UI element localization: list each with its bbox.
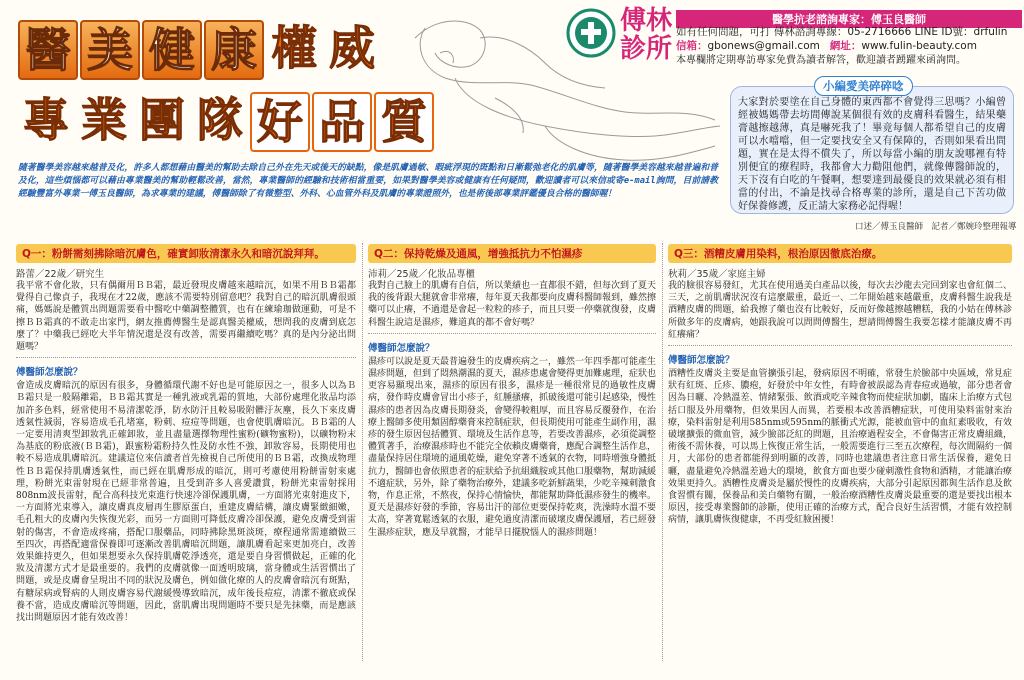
asker-info: 路蕾／22歲／研究生	[16, 269, 105, 280]
question-text: 我的臉很容易發紅，尤其在使用過美白產品以後，每次去沙龍去完回到家也會紅個二、三天，之前肌膚狀況沒有這麼嚴重，最近一、二年開始越來越嚴重，皮膚科醫生說我是酒糟皮膚的問題，給我擦了藥也沒有比較好，反而好像越擦越糟糕，我的小姑在傅林診所做多年的皮膚病，她跟我說可以問問傅醫生，想請問傅醫生我要怎樣才能讓皮膚不再紅癢痛？	[668, 281, 1012, 340]
doctor-answer-label: 傅醫師怎麼說？	[368, 342, 435, 354]
expert-label: 醫學抗老諮詢專家：傅玉良醫師	[676, 10, 1022, 28]
headline-char: 專	[23, 93, 69, 147]
qa-column-3	[668, 244, 1012, 678]
headline-char: 醫	[18, 20, 78, 80]
contact-line	[676, 40, 1016, 53]
headline-char: 健	[142, 20, 202, 80]
column-divider	[362, 243, 364, 661]
asker-info: 沛莉／25歲／化妝品專櫃	[368, 269, 476, 280]
headline-char: 威	[329, 21, 375, 75]
qa-column-2	[368, 244, 656, 652]
question-heading: Q三：酒糟皮膚用染料，根治原因徹底治療。	[668, 244, 1012, 263]
separator	[668, 345, 1012, 346]
doctor-answer-label: 傅醫師怎麼說？	[16, 367, 83, 379]
intro-paragraph: 隨著醫學美容越來越普及化，許多人都想藉由醫美的幫助去除自己外在先天或後天的缺點，像是肌膚過敏、暇疵浮現的斑點和日漸鬆弛老化的肌膚等，隨著醫學美容越來越普遍和普及化，這些煩惱都可以藉由專業醫美的幫助輕鬆改善，當然，專業醫師的經驗和技術相當重要，如果對醫學美容或健康有任何疑問，歡迎讀者可以來信或寄e-mail詢問，目前請教經驗豐富外專業一傅玉良醫師，為求專業的建議，傅醫師除了有微整型、外科、心血管外科及肌膚的專業證照外，也是術後部專業評鑑優良合格的醫師喔！	[18, 163, 718, 199]
editor-notes-title: 小編愛美碎碎唸	[814, 76, 913, 96]
headline-char: 品	[312, 92, 372, 152]
question-text: 我平常不會化妝，只有偶爾用ＢＢ霜，最近發現皮膚越來越暗沉，如果不用ＢＢ霜都覺得自己像貞子，我現在才22歲，應該不需要特別留意吧？我對自己的暗沉肌膚很頭痛，媽媽說是體質出問題需要看中醫吃中藥調整體質，也有在練瑜珈做運動，可是不擦ＢＢ霜真的不敢走出家門，網友推薦傅醫生是認真醫美權威，想問我的皮膚到底怎麼了？中藥我已經吃大半年情況還是沒有改善，需要再繼續吃嗎？真的是內分泌出問題嗎？	[16, 281, 356, 353]
question-text: 我對自己臉上的肌膚有自信，所以業績也一直都很不錯，但每次到了夏天我的後背跟大腿就會非常癢，每年夏天我都要向皮膚科醫師報到，雖然擦藥可以止癢，不過還是會起一粒粒的疹子，而且只要一停藥就復發，皮膚科醫生說這是濕疹，難道真的都不會好嗎？	[368, 281, 657, 328]
answer-text: 酒糟性皮膚炎主要是血管擴張引起，發病原因不明確，常發生於臉部中央區域，常見症狀有紅斑、丘疹、膿疱，好發於中年女性，有時會被誤認為青春痘或過敏，部分患者會因為日曬、冷熱溫差、情緒緊張、飲酒或吃辛辣食物而使症狀加劇，臨床上治療方式包括口服及外用藥物，但效果因人而異，若要根本改善酒糟症狀，可使用染料雷射來治療，染料雷射是利用585nm或595nm的脈衝式光源，能被血管中的血紅素吸收，有效破壞擴張的微血管，減少臉部泛紅的問題，且治療過程安全，不會傷害正常皮膚組織，術後不需休養，可以馬上恢復正常生活，一般需要進行三至五次療程，每次間隔約一個月，大部份的患者都能得到明顯的改善，同時也建議患者注意日常生活保養，避免日曬，盡量避免冷熱溫差過大的環境，飲食方面也要少碰刺激性食物和酒精，才能讓治療效果更持久。酒糟性皮膚炎是屬於慢性的皮膚疾病，大部分引起原因都與生活作息及飲食習慣有關，保養品和美白藥物有關，一般治療酒糟性皮膚炎最重要的還是要找出根本原因，接受專業醫師的診斷，使用正確的治療方式，配合良好生活習慣，才能有效控制病情，讓肌膚恢復健康，不再受紅臉困擾！	[668, 369, 1012, 526]
headline-char: 團	[139, 93, 185, 147]
headline-char: 美	[80, 20, 140, 80]
answer-text: 濕疹可以說是夏天最普遍發生的皮膚疾病之一，雖然一年四季都可能產生濕疹問題，但到了悶熱潮濕的夏天，濕疹患處會變得更加難處理，症狀也更容易顯現出來，濕疹的原因有很多，濕疹是一種很常見的過敏性皮膚病，發作時皮膚會冒出小疹子，紅腫搔癢，抓破後還可能引起感染，慢性濕疹的患者因為皮膚長期發炎，會變得較粗厚，而且容易反覆發作，在治療上醫師多使用類固醇藥膏來控制症狀，但長期使用可能產生副作用，濕疹的發生原因包括體質、環境及生活作息等，若要改善濕疹，必須從調整體質著手，治療濕疹時也不能完全依賴皮膚藥膏，應配合調整生活作息，盡量保持居住環境的通風乾燥，避免穿著不透氣的衣物，同時增強身體抵抗力，醫師也會依照患者的症狀給予抗組織胺或其他口服藥物，幫助減緩不適症狀，另外，除了藥物治療外，建議多吃新鮮蔬果，少吃辛辣刺激食物，作息正常，不熬夜，保持心情愉快，都能幫助降低濕疹發生的機率。夏天是濕疹好發的季節，容易出汗的部位更要保持乾爽，洗澡時水溫不要太高，穿著寬鬆透氣的衣服，避免過度清潔而破壞皮膚保護層，若已經發生濕疹症狀，應及早就醫，才能早日擺脫惱人的濕疹問題！	[368, 356, 656, 538]
headline-char: 康	[204, 20, 264, 80]
email-label: 信箱：	[676, 40, 708, 52]
headline-char: 權	[271, 21, 317, 75]
website-link[interactable]: www.fulin-beauty.com	[861, 40, 977, 52]
headline-char: 質	[374, 92, 434, 152]
separator	[368, 333, 656, 334]
answer-text: 會造成皮膚暗沉的原因有很多，身體循環代謝不好也是可能原因之一，很多人以為ＢＢ霜只是一般隔離霜，ＢＢ霜其實是一種乳液或乳霜的質地，大部份處理化妝品均添加許多色料，經常使用不易清潔乾淨，防水防汗且較易吸附髒汙灰塵，長久下來皮膚透氣性減弱，容易造成毛孔堵塞，粉刺、痘痘等問題，也會使肌膚暗沉。ＢＢ霜的人一定要用清爽型卸妝乳正確卸妝，並且盡量選擇物理性蜜粉(礦物蜜粉)，以礦物粉末為基底的粉底液(ＢＢ霜)，跟蜜粉霜粉持久性及防水性不強，卸妝容易，長期使用也較不易造成肌膚暗沉。建議這位來信讀者首先檢視自己所使用的ＢＢ霜，改換成物理性ＢＢ霜保持肌膚透氣性，而已經在肌膚形成的暗沉，則可考慮使用粉餅雷射來處理，粉餅光束雷射現在已經非常普遍，且受到許多人喜愛讚賞，粉餅光束雷射採用808nm波長雷射，配合高科技光束進行快速冷卻保護肌膚，一方面將光束射進皮下，一方面將光束導入，讓皮膚真皮層再生膠原蛋白，重建皮膚結構，讓皮膚緊緻細嫩，毛孔粗大的皮膚內失恢復光彩，而另一方面則可降低皮膚冷卻保護，避免皮膚受到雷射的傷害，不會造成疼痛，搭配口服藥品，同時拂除黑斑淡斑，療程通常需連續做三至四次，再搭配適當保養即可逐漸改善肌膚暗沉問題，讓肌膚看起來更加亮白，改善效果維持更久，但如果想要永久保持肌膚乾淨透亮，還是要自身習慣做起，正確的化妝及清潔方式才是最重要的。我們的皮膚就像一面透明玻璃，當身體或生活習慣出了問題，或是皮膚會呈現出不同的狀況及膚色，例如做化療的人的皮膚會暗沉有斑點，有糖尿病或腎病的人則皮膚容易代謝緩慢導致暗沉，成年後長痘痘，清潔不徹底或保養不當，造成皮膚暗沉等問題，因此，當肌膚出現問題時不要只是先抹藥，而是應該找出問題原因才能有效改善！	[16, 381, 356, 624]
website-label: 網址：	[829, 40, 862, 52]
separator	[16, 357, 356, 358]
qa-column-1	[16, 244, 356, 680]
email-link[interactable]: gbonews@gmail.com	[707, 40, 820, 52]
consult-line: 如有任何問題，可打 傅林諮詢專線：05-2716666 LINE ID號：drfulin	[676, 26, 1008, 38]
clinic-seal-icon	[566, 8, 616, 58]
headline-char: 隊	[197, 93, 243, 147]
question-heading: Q二：保持乾燥及通風，增強抵抗力不怕濕疹	[368, 244, 656, 263]
doctor-answer-label: 傅醫師怎麼說？	[668, 355, 735, 367]
editor-notes-text: 大家對於要塗在自己身體的東西都不會覺得三思嗎？小編曾經被媽媽帶去坊間傳說某個很有效的皮膚科看醫生，結果藥膏越擦越薄，真是嚇死我了！畢竟每個人都希望自己的皮膚可以水噹噹，但一定要找安全又有保障的，否則如果看出問題，實在是太得不償失了，所以每當小編的朋友說哪裡有特別便宜的療程時，我都會大力勸阻他們，就像傳醫師說的，天下沒有白吃的午餐啊，想要達到最優良的效果就必須有相當的付出，不論是找尋合格專業的診所，還是自己下苦功做好保養修護，反正請大家務必記得喔！	[738, 97, 1006, 212]
clinic-name-bottom: 診所	[620, 34, 673, 64]
headline-char: 業	[81, 93, 127, 147]
headline-line-2	[18, 92, 434, 152]
byline-credit: 口述／傅玉良醫師 記者／鄭婉玲整理報導	[855, 222, 1017, 232]
asker-info: 秋莉／35歲／家庭主婦	[668, 269, 766, 280]
question-heading: Q一：粉餅需刻拂除暗沉膚色，確實卸妝清潔永久和暗沉說拜拜。	[16, 244, 356, 263]
headline-char: 好	[250, 92, 310, 152]
clinic-name-top: 傅林	[620, 6, 673, 36]
column-note: 本專欄將定期專訪專家免費為讀者解答，歡迎讀者踴躍來函詢問。	[676, 55, 966, 66]
column-divider	[662, 243, 664, 661]
headline-line-1	[18, 20, 380, 80]
